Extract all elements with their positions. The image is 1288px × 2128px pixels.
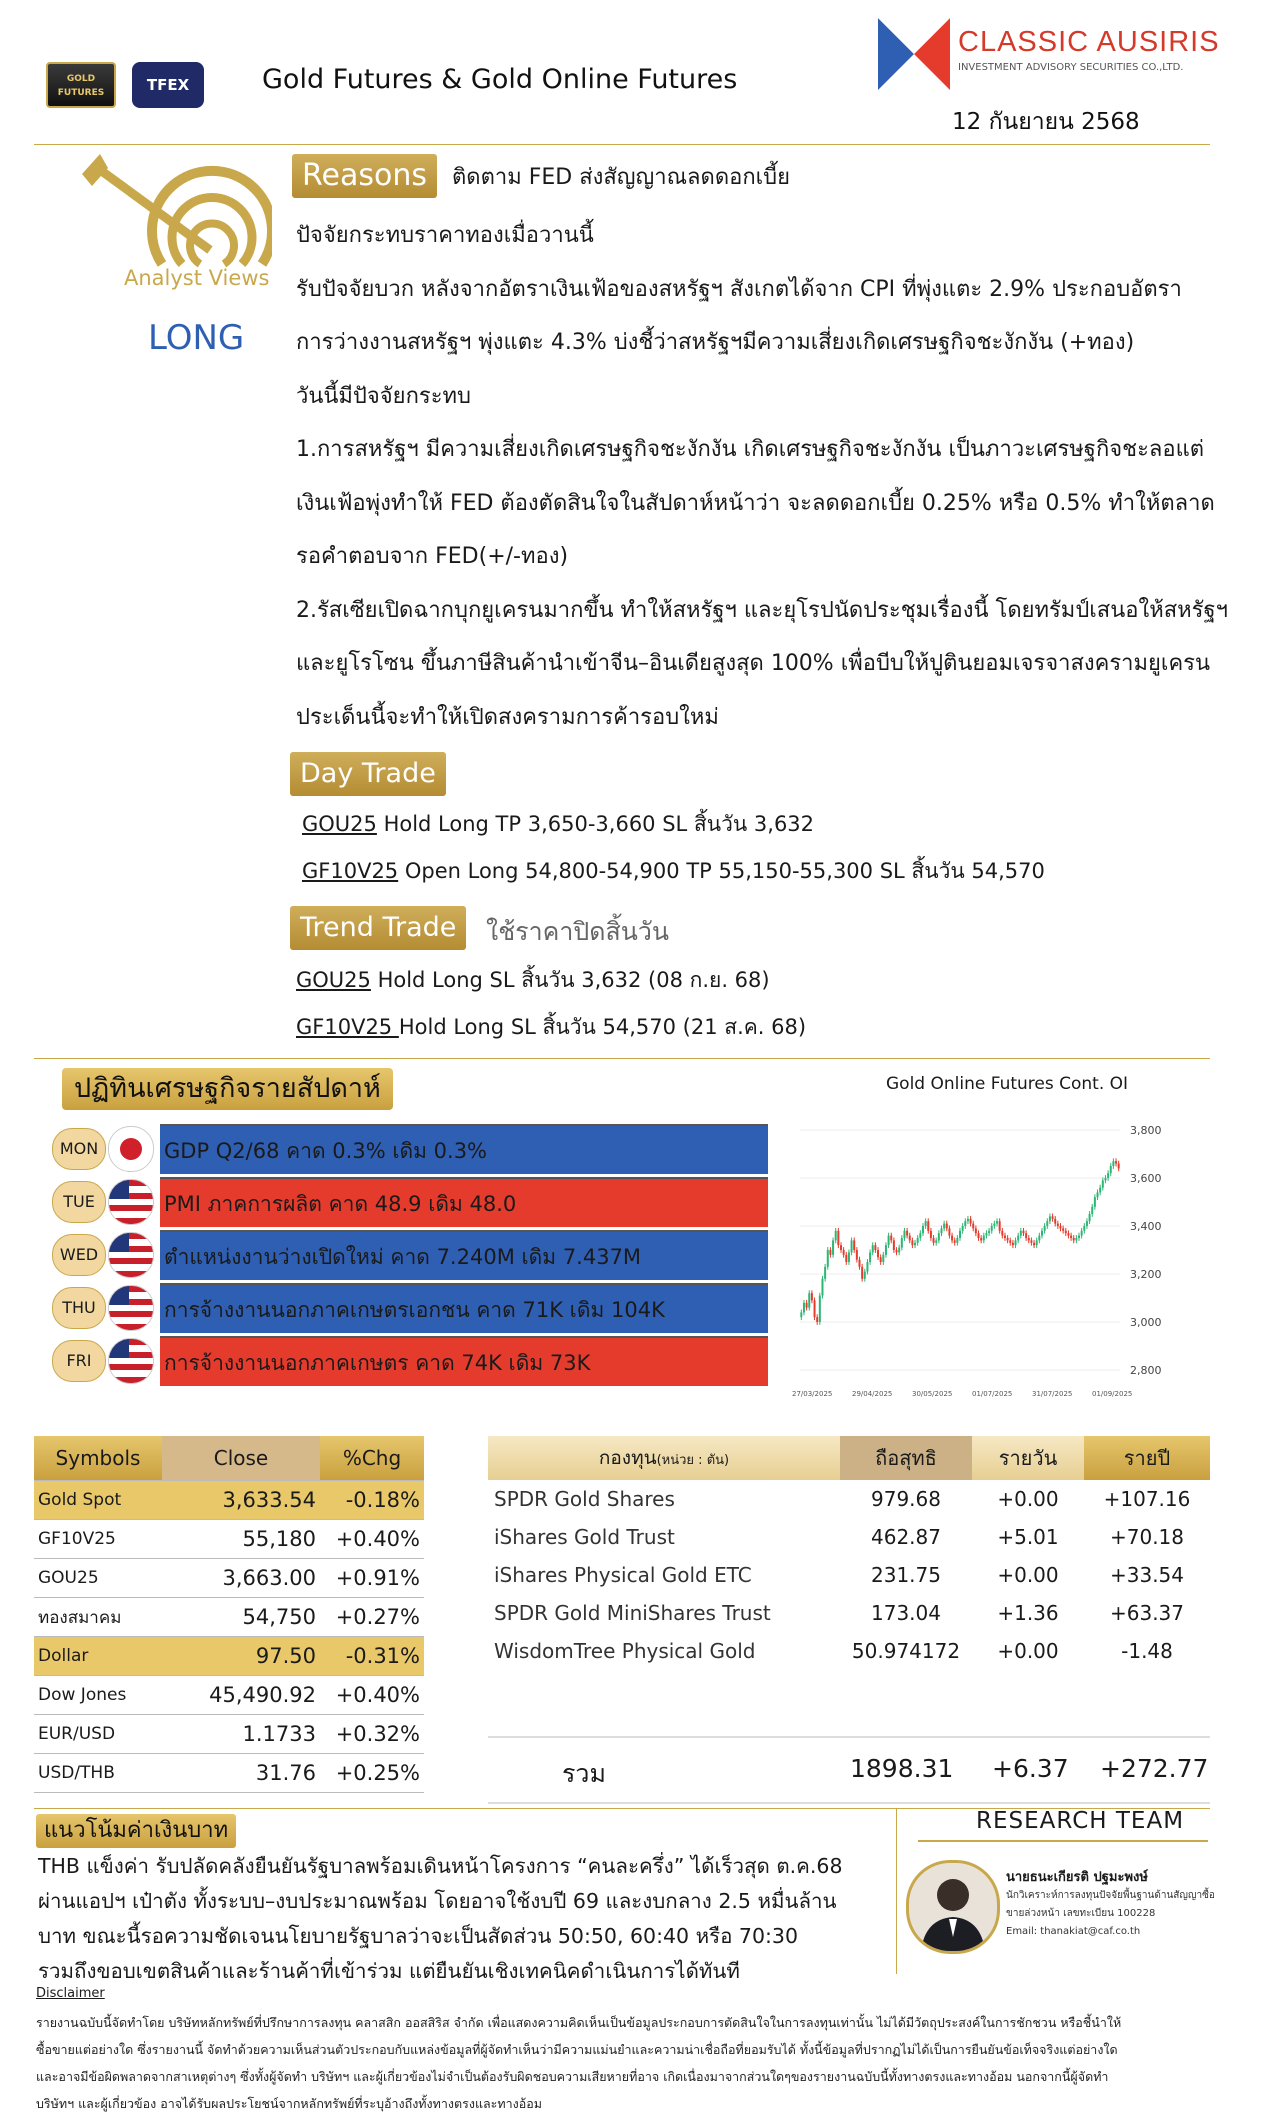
candle-body	[824, 1267, 826, 1279]
day-label: FRI	[52, 1340, 106, 1382]
candle-body	[988, 1231, 990, 1233]
candle-body	[991, 1226, 993, 1231]
year-header: รายปี	[1084, 1436, 1210, 1480]
candle-body	[917, 1238, 919, 1243]
candle-body	[893, 1240, 895, 1250]
etf-header-row	[488, 1436, 1210, 1480]
candle-body	[1110, 1166, 1112, 1173]
symbols-header: Symbols	[34, 1436, 162, 1481]
etf-hold: 173.04	[871, 1601, 941, 1625]
symbol-close: 31.76	[162, 1754, 320, 1793]
trend-trade-detail: Hold Long SL สิ้นวัน 3,632 (08 ก.ย. 68)	[370, 968, 770, 992]
symbol-symbol: GF10V25	[34, 1520, 162, 1559]
candle-body	[935, 1240, 937, 1242]
day-trade-tag: Day Trade	[290, 752, 446, 796]
candle-body	[874, 1245, 876, 1250]
candle-body	[909, 1236, 911, 1241]
candle-body	[1094, 1197, 1096, 1207]
candle-body	[925, 1221, 927, 1226]
symbol-chg: -0.18%	[320, 1481, 424, 1520]
candle-body	[827, 1250, 829, 1267]
disclaimer-line: ซื้อขายแต่อย่างใด ซึ่งรายงานนี้ จัดทำด้วยความเห็นส่วนตัวประกอบกับแหล่งข้อมูลที่ผู้จัดทำเห็นว่ามีความแม่นยำและความน่าเชื่อถือที่ยอมรับได้ ทั้งนี้ข้อมูลที่ปรากฏไม่ได้เป็นการยืนยันข้อเท็จจริงแต่อย่างใด	[36, 2042, 1118, 2057]
candle-body	[840, 1245, 842, 1250]
candle-body	[1107, 1173, 1109, 1178]
candle-body	[1054, 1219, 1056, 1224]
symbol-close: 1.1733	[162, 1715, 320, 1754]
candle-body	[996, 1221, 998, 1223]
x-tick-label: 01/07/2025	[972, 1390, 1013, 1398]
candle-body	[1089, 1214, 1091, 1221]
candle-body	[980, 1238, 982, 1240]
candle-body	[856, 1250, 858, 1260]
brand-subtitle: INVESTMENT ADVISORY SECURITIES CO.,LTD.	[958, 62, 1184, 73]
candle-body	[903, 1231, 905, 1238]
symbol-row	[34, 1481, 424, 1520]
candle-body	[1020, 1231, 1022, 1236]
candle-body	[869, 1252, 871, 1262]
etf-year: +107.16	[1103, 1487, 1191, 1511]
etf-year: +70.18	[1109, 1525, 1184, 1549]
reason-line: เงินเฟ้อพุ่งทำให้ FED ต้องตัดสินใจในสัปดาห์หน้าว่า จะลดดอกเบี้ย 0.25% หรือ 0.5% ทำให้ตลาด	[296, 490, 1215, 516]
symbols-header-row	[34, 1436, 424, 1481]
symbol-symbol: ทองสมาคม	[34, 1598, 162, 1637]
candle-body	[829, 1250, 831, 1255]
candle-body	[999, 1221, 1001, 1231]
candle-body	[821, 1279, 823, 1296]
symbol-chg: +0.27%	[320, 1598, 424, 1637]
symbol-close: 55,180	[162, 1520, 320, 1559]
candle-body	[853, 1240, 855, 1250]
etf-day: +5.01	[997, 1525, 1059, 1549]
trend-trade-row	[296, 1011, 806, 1044]
candle-body	[943, 1224, 945, 1229]
x-tick-label: 29/04/2025	[852, 1390, 893, 1398]
candle-body	[811, 1293, 813, 1300]
etf-name: SPDR Gold MiniShares Trust	[494, 1601, 771, 1625]
candle-body	[1097, 1192, 1099, 1197]
symbol-chg: +0.25%	[320, 1754, 424, 1793]
candle-body	[898, 1248, 900, 1253]
reason-line: 2.รัสเซียเปิดฉากบุกยูเครนมากขึ้น ทำให้สหรัฐฯ และยุโรปนัดประชุมเรื่องนี้ โดยทรัมป์เสนอให้สหรัฐฯ	[296, 597, 1228, 623]
candle-body	[806, 1303, 808, 1308]
candle-body	[880, 1257, 882, 1262]
etf-day: +1.36	[997, 1601, 1059, 1625]
reasons-headline: ติดตาม FED ส่งสัญญาณลดดอกเบี้ย	[452, 165, 791, 190]
candle-body	[1049, 1216, 1051, 1221]
candle-body	[877, 1250, 879, 1257]
candle-body	[1073, 1238, 1075, 1240]
symbol-symbol: GOU25	[34, 1559, 162, 1598]
day-header: รายวัน	[998, 1446, 1058, 1470]
candle-body	[962, 1226, 964, 1231]
disclaimer-line: บริษัทฯ และผู้เกี่ยวข้อง อาจได้รับผลประโยชน์จากหลักทรัพย์ที่ระบุอ้างถึงทั้งทางตรงและทางอ้อม	[36, 2096, 542, 2111]
y-tick-label: 3,400	[1130, 1220, 1162, 1233]
day-trade-detail: Hold Long TP 3,650-3,660 SL สิ้นวัน 3,632	[376, 812, 815, 836]
brand-logo-mark	[878, 18, 950, 90]
baht-line: รวมถึงขอบเขตสินค้าและร้านค้าที่เข้าร่วม แต่ยืนยันเชิงเทคนิคดำเนินการได้ทันที	[38, 1959, 740, 1983]
candle-body	[906, 1231, 908, 1236]
etf-name: iShares Gold Trust	[494, 1525, 675, 1549]
candle-body	[1091, 1207, 1093, 1214]
us-flag	[108, 1285, 154, 1331]
reason-line: รับปัจจัยบวก หลังจากอัตราเงินเฟ้อของสหรัฐฯ สังเกตได้จาก CPI ที่พุ่งแตะ 2.9% ประกอบอัตรา	[296, 276, 1182, 302]
candle-body	[1067, 1233, 1069, 1235]
candle-body	[1012, 1243, 1014, 1245]
etf-table	[488, 1436, 1210, 1670]
x-tick-label: 01/09/2025	[1092, 1390, 1133, 1398]
disclaimer-line: และอาจมีข้อผิดพลาดจากสาเหตุต่างๆ ซึ่งทั้งผู้จัดทำ บริษัทฯ และผู้เกี่ยวข้องไม่จำเป็นต้องรับผิดชอบความเสียหายที่อาจ เกิดเนื่องมาจากส่วนใดๆของรายงานฉบับนี้ทั้งทางตรงและทางอ้อม นอกจากนี้ผู้จัดทำ	[36, 2069, 1109, 2084]
candle-body	[1046, 1221, 1048, 1226]
candle-body	[967, 1219, 969, 1221]
candle-body	[890, 1236, 892, 1241]
target-arrow-icon	[82, 154, 272, 274]
calendar-title: ปฏิทินเศรษฐกิจรายสัปดาห์	[62, 1068, 393, 1110]
etf-row	[488, 1632, 1210, 1670]
etf-hold: 462.87	[871, 1525, 941, 1549]
candle-body	[901, 1238, 903, 1248]
candle-body	[861, 1267, 863, 1279]
symbol-row	[34, 1754, 424, 1793]
symbol-chg: +0.32%	[320, 1715, 424, 1754]
candle-body	[1030, 1240, 1032, 1242]
symbol-close: 97.50	[162, 1637, 320, 1676]
disclaimer-title: Disclaimer	[36, 1986, 105, 2001]
candle-body	[978, 1233, 980, 1238]
symbol-chg: -0.31%	[320, 1637, 424, 1676]
day-label: MON	[52, 1128, 106, 1170]
symbol-row	[34, 1520, 424, 1559]
candle-body	[993, 1224, 995, 1226]
candle-body	[1078, 1236, 1080, 1238]
day-trade-symbol: GF10V25	[302, 859, 399, 883]
fund-header-unit: (หน่วย : ตัน)	[656, 1453, 730, 1468]
candle-body	[1025, 1233, 1027, 1238]
candle-body	[1062, 1228, 1064, 1230]
candle-body	[959, 1231, 961, 1238]
candle-body	[970, 1219, 972, 1224]
candle-body	[951, 1236, 953, 1241]
gold-futures-logo-text: GOLD FUTURES	[57, 74, 105, 98]
calendar-event: การจ้างงานนอกภาคเกษตร คาด 74K เดิม 73K	[160, 1336, 768, 1386]
symbol-chg: +0.91%	[320, 1559, 424, 1598]
candle-body	[1004, 1236, 1006, 1238]
us-flag	[108, 1179, 154, 1225]
tfex-logo	[132, 62, 204, 108]
candle-body	[1059, 1226, 1061, 1228]
candle-body	[983, 1236, 985, 1241]
disclaimer-line: รายงานฉบับนี้จัดทำโดย บริษัทหลักทรัพย์ที่ปรึกษาการลงทุน คลาสสิก ออสสิริส จำกัด เพื่อแสดงความคิดเห็นเป็นข้อมูลประกอบการตัดสินใจในการลงทุนเท่านั้น ไม่ได้มีวัตถุประสงค์ในการชักชวน หรือชี้นำให้	[36, 2015, 1122, 2030]
candle-body	[1118, 1164, 1120, 1169]
etf-row	[488, 1556, 1210, 1594]
candle-body	[1028, 1238, 1030, 1240]
candle-body	[1017, 1236, 1019, 1241]
candle-body	[985, 1233, 987, 1235]
etf-day: +0.00	[997, 1639, 1059, 1663]
etf-year: +33.54	[1109, 1563, 1184, 1587]
candle-body	[885, 1245, 887, 1255]
hold-header: ถือสุทธิ	[840, 1436, 972, 1480]
candle-body	[1086, 1221, 1088, 1226]
candle-body	[864, 1272, 866, 1279]
candle-body	[888, 1236, 890, 1246]
etf-row	[488, 1518, 1210, 1556]
candle-body	[1099, 1188, 1101, 1193]
etf-hold: 979.68	[871, 1487, 941, 1511]
day-trade-row	[302, 855, 1045, 888]
candle-body	[803, 1303, 805, 1313]
candle-body	[819, 1296, 821, 1322]
candle-body	[832, 1240, 834, 1254]
etf-row	[488, 1594, 1210, 1632]
symbol-row	[34, 1559, 424, 1598]
symbol-chg: +0.40%	[320, 1520, 424, 1559]
analyst-avatar	[906, 1860, 1000, 1954]
candle-body	[1104, 1178, 1106, 1180]
candle-body	[845, 1255, 847, 1262]
candle-body	[808, 1293, 810, 1307]
y-tick-label: 3,600	[1130, 1172, 1162, 1185]
symbol-close: 3,663.00	[162, 1559, 320, 1598]
candle-body	[872, 1245, 874, 1252]
brand-name: CLASSIC AUSIRIS	[958, 26, 1220, 58]
candle-body	[1007, 1238, 1009, 1240]
candle-body	[866, 1262, 868, 1272]
etf-name: SPDR Gold Shares	[494, 1487, 675, 1511]
candle-body	[946, 1224, 948, 1229]
candle-body	[814, 1300, 816, 1317]
candle-body	[1075, 1238, 1077, 1240]
candle-body	[911, 1240, 913, 1245]
day-label: WED	[52, 1234, 106, 1276]
analyst-role: นักวิเคราะห์การลงทุนปัจจัยพื้นฐานด้านสัญญาซื้อ	[1006, 1890, 1215, 1901]
trend-trade-row	[296, 964, 770, 997]
candle-body	[1102, 1180, 1104, 1187]
etf-year: -1.48	[1121, 1639, 1173, 1663]
reason-line: การว่างงานสหรัฐฯ พุ่งแตะ 4.3% บ่งชี้ว่าสหรัฐฯมีความเสี่ยงเกิดเศรษฐกิจชะงักงัน (+ทอง)	[296, 330, 1135, 355]
candle-body	[1044, 1226, 1046, 1231]
y-tick-label: 3,200	[1130, 1268, 1162, 1281]
candle-body	[848, 1252, 850, 1262]
report-date: 12 กันยายน 2568	[952, 109, 1140, 135]
day-label: TUE	[52, 1181, 106, 1223]
symbol-symbol: USD/THB	[34, 1754, 162, 1793]
candle-body	[940, 1228, 942, 1233]
japan-flag	[108, 1126, 154, 1172]
reason-line: วันนี้มีปัจจัยกระทบ	[296, 383, 471, 409]
fund-header-label: กองทุน	[598, 1447, 657, 1469]
candle-body	[1038, 1236, 1040, 1241]
etf-day: +0.00	[997, 1487, 1059, 1511]
calendar-event: PMI ภาคการผลิต คาด 48.9 เดิม 48.0	[160, 1177, 768, 1227]
candle-body	[933, 1238, 935, 1243]
x-tick-label: 30/05/2025	[912, 1390, 953, 1398]
candle-body	[800, 1312, 802, 1317]
symbol-close: 3,633.54	[162, 1481, 320, 1520]
etf-year: +63.37	[1109, 1601, 1184, 1625]
etf-name: iShares Physical Gold ETC	[494, 1563, 752, 1587]
trend-trade-detail: Hold Long SL สิ้นวัน 54,570 (21 ส.ค. 68)	[398, 1015, 807, 1039]
baht-line: THB แข็งค่า รับปลัดคลังยืนยันรัฐบาลพร้อมเดินหน้าโครงการ “คนละครึ่ง” ได้เร็วสุด ต.ค.68	[38, 1854, 843, 1878]
calendar-event: GDP Q2/68 คาด 0.3% เดิม 0.3%	[160, 1124, 768, 1174]
symbol-row	[34, 1676, 424, 1715]
candle-body	[1015, 1240, 1017, 1245]
analyst-license: ขายล่วงหน้า เลขทะเบียน 100228	[1006, 1908, 1156, 1919]
symbol-row	[34, 1715, 424, 1754]
y-tick-label: 2,800	[1130, 1364, 1162, 1377]
us-flag	[108, 1232, 154, 1278]
reason-line: และยูโรโซน ขึ้นภาษีสินค้านำเข้าจีน–อินเดียสูงสุด 100% เพื่อบีบให้ปูตินยอมเจรจาสงครามยูเครน	[296, 651, 1211, 676]
fund-header	[488, 1436, 840, 1480]
candle-body	[1112, 1161, 1114, 1166]
reason-line: รอคำตอบจาก FED(+/-ทอง)	[296, 544, 569, 569]
candle-body	[1115, 1161, 1117, 1163]
day-trade-detail: Open Long 54,800-54,900 TP 55,150-55,300 SL สิ้นวัน 54,570	[398, 859, 1045, 883]
reason-line: ปัจจัยกระทบราคาทองเมื่อวานนี้	[296, 223, 594, 248]
candle-body	[919, 1233, 921, 1238]
symbol-symbol: Gold Spot	[34, 1481, 162, 1520]
symbol-symbol: Dow Jones	[34, 1676, 162, 1715]
candle-body	[927, 1221, 929, 1231]
analyst-view-value: LONG	[148, 318, 245, 358]
candle-body	[1033, 1243, 1035, 1245]
x-tick-label: 27/03/2025	[792, 1390, 833, 1398]
candle-body	[859, 1260, 861, 1267]
candle-body	[964, 1221, 966, 1226]
day-trade-row	[302, 808, 814, 841]
candle-body	[816, 1317, 818, 1322]
candle-body	[954, 1240, 956, 1242]
symbol-row	[34, 1598, 424, 1637]
gold-futures-logo	[46, 62, 116, 108]
symbol-row	[34, 1637, 424, 1676]
trend-trade-symbol: GF10V25	[296, 1015, 399, 1039]
candle-body	[1052, 1216, 1054, 1218]
etf-total-year: +272.77	[1100, 1754, 1209, 1783]
candle-body	[851, 1240, 853, 1252]
baht-tag: แนวโน้มค่าเงินบาท	[36, 1814, 236, 1848]
candle-body	[948, 1228, 950, 1235]
candle-body	[972, 1224, 974, 1229]
research-team-title: RESEARCH TEAM	[976, 1808, 1185, 1834]
reason-line: 1.การสหรัฐฯ มีความเสี่ยงเกิดเศรษฐกิจชะงักงัน เกิดเศรษฐกิจชะงักงัน เป็นภาวะเศรษฐกิจชะลอแต่	[296, 437, 1205, 462]
page-title: Gold Futures & Gold Online Futures	[262, 64, 738, 95]
candle-body	[843, 1250, 845, 1255]
etf-total-label: รวม	[562, 1759, 606, 1788]
symbol-symbol: Dollar	[34, 1637, 162, 1676]
trend-trade-note: ใช้ราคาปิดสิ้นวัน	[486, 917, 669, 946]
x-tick-label: 31/07/2025	[1032, 1390, 1073, 1398]
etf-total-day: +6.37	[992, 1754, 1069, 1783]
symbol-symbol: EUR/USD	[34, 1715, 162, 1754]
etf-day: +0.00	[997, 1563, 1059, 1587]
etf-row	[488, 1480, 1210, 1518]
candle-body	[1065, 1231, 1067, 1233]
candle-body	[882, 1255, 884, 1262]
candle-body	[938, 1233, 940, 1240]
etf-hold: 50.974172	[851, 1639, 961, 1663]
candle-body	[1041, 1231, 1043, 1236]
day-label: THU	[52, 1287, 106, 1329]
candle-body	[956, 1238, 958, 1243]
baht-line: บาท ขณะนี้รอความชัดเจนนโยบายรัฐบาลว่าจะเป็นสัดส่วน 50:50, 60:40 หรือ 70:30	[38, 1924, 799, 1948]
symbols-table	[34, 1436, 424, 1793]
symbol-close: 54,750	[162, 1598, 320, 1637]
candle-body	[1083, 1226, 1085, 1231]
symbol-chg: +0.40%	[320, 1676, 424, 1715]
symbol-close: 45,490.92	[162, 1676, 320, 1715]
trend-trade-symbol: GOU25	[296, 968, 371, 992]
candle-body	[837, 1231, 839, 1245]
etf-total-hold: 1898.31	[850, 1754, 954, 1783]
day-trade-symbol: GOU25	[302, 812, 377, 836]
etf-total-row	[488, 1736, 1210, 1804]
etf-name: WisdomTree Physical Gold	[494, 1639, 756, 1663]
us-flag	[108, 1338, 154, 1384]
candle-body	[1081, 1231, 1083, 1236]
candle-body	[1001, 1231, 1003, 1236]
calendar-event: การจ้างงานนอกภาคเกษตรเอกชน คาด 71K เดิม 104K	[160, 1283, 768, 1333]
candle-body	[930, 1231, 932, 1238]
candle-body	[1009, 1240, 1011, 1242]
candle-body	[922, 1226, 924, 1233]
analyst-views-label: Analyst Views	[124, 266, 270, 290]
trend-trade-tag: Trend Trade	[290, 906, 466, 950]
analyst-name: นายธนะเกียรติ ปฐมะพงษ์	[1006, 1870, 1148, 1885]
candle-body	[975, 1228, 977, 1233]
reasons-tag: Reasons	[292, 154, 437, 198]
tfex-logo-text: TFEX	[146, 76, 190, 94]
candle-body	[1022, 1231, 1024, 1233]
analyst-email: Email: thanakiat@caf.co.th	[1006, 1926, 1141, 1937]
close-header: Close	[162, 1436, 320, 1481]
chg-header: %Chg	[320, 1436, 424, 1481]
candle-body	[896, 1250, 898, 1252]
candle-body	[1070, 1236, 1072, 1238]
y-tick-label: 3,800	[1130, 1124, 1162, 1137]
y-tick-label: 3,000	[1130, 1316, 1162, 1329]
calendar-event: ตำแหน่งงานว่างเปิดใหม่ คาด 7.240M เดิม 7.437M	[160, 1230, 768, 1280]
etf-hold: 231.75	[871, 1563, 941, 1587]
baht-line: ผ่านแอปฯ เป๋าตัง ทั้งระบบ–งบประมาณพร้อม โดยอาจใช้งบปี 69 และงบกลาง 2.5 หมื่นล้าน	[38, 1889, 837, 1913]
candle-body	[1036, 1240, 1038, 1245]
candle-body	[835, 1231, 837, 1241]
candle-body	[1057, 1224, 1059, 1226]
chart-title: Gold Online Futures Cont. OI	[886, 1074, 1129, 1094]
gold-oi-chart	[780, 1100, 1230, 1400]
reason-line: ประเด็นนี้จะทำให้เปิดสงครามการค้ารอบใหม่	[296, 704, 719, 730]
candle-body	[914, 1243, 916, 1245]
